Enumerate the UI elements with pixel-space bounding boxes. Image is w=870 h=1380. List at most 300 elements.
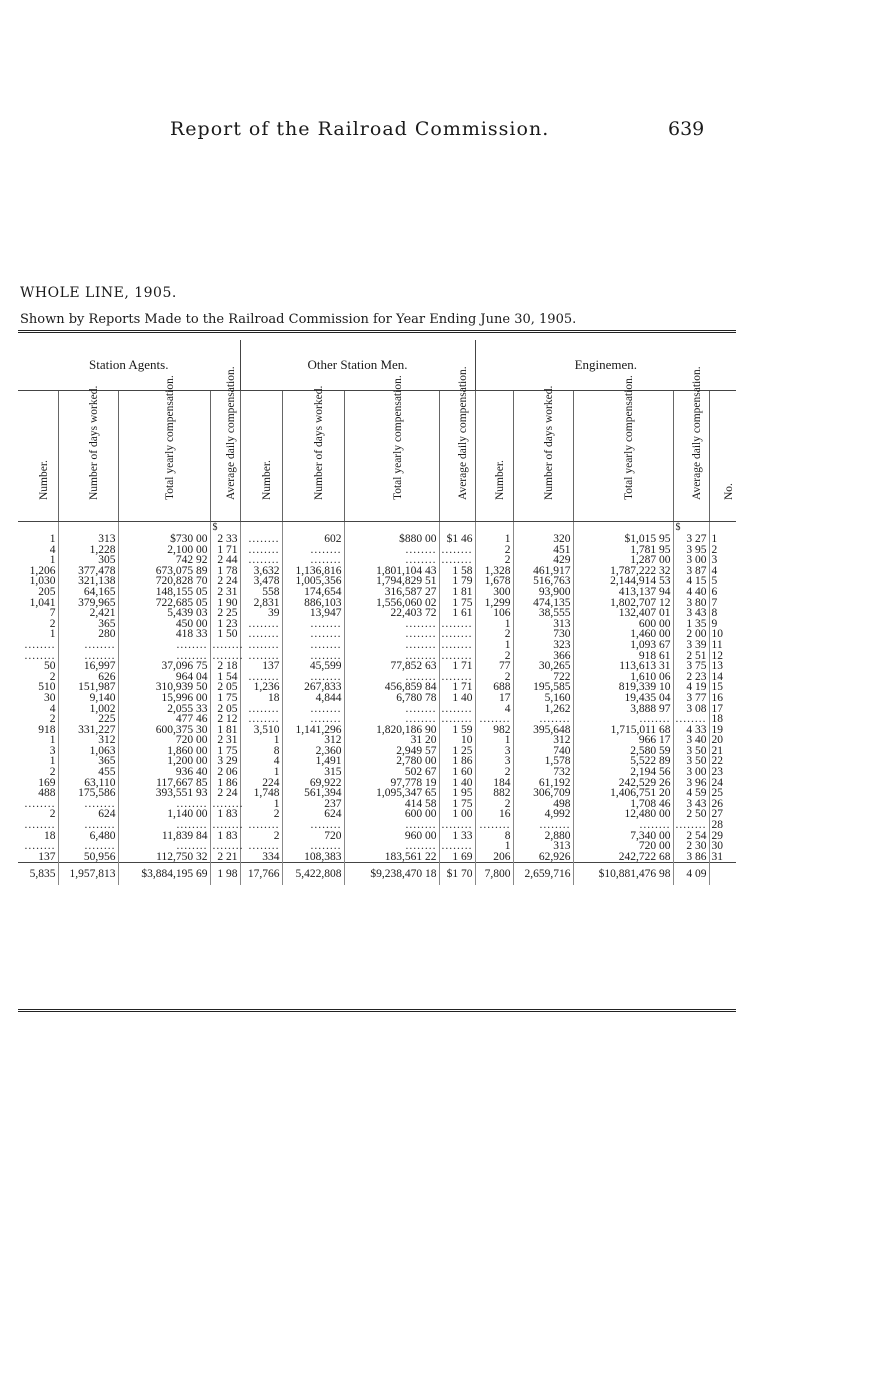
cell-en-number: 1 xyxy=(475,619,513,630)
dots-cell: ........ xyxy=(439,841,475,852)
dots-cell: ........ xyxy=(344,672,439,683)
cell-en-total: 1,802,707 12 xyxy=(573,598,673,609)
cell-os-avg: 1 95 xyxy=(439,788,475,799)
cell-sa-total: 5,439 03 xyxy=(118,608,210,619)
table-row xyxy=(18,661,736,672)
row-number: 17 xyxy=(711,702,724,715)
col-header-no xyxy=(709,391,736,522)
cell-sa-days: 331,227 xyxy=(58,725,118,736)
col-header-en-total xyxy=(573,375,673,522)
dots-cell: ........ xyxy=(58,841,118,852)
cell-en-number: 106 xyxy=(475,608,513,619)
cell-os-avg: 1 60 xyxy=(439,767,475,778)
row-number: 7 xyxy=(711,596,718,609)
cell-sa-days: 312 xyxy=(58,735,118,746)
cell-sa-days: 1,228 xyxy=(58,545,118,556)
cell-os-avg: 1 79 xyxy=(439,576,475,587)
cell-sa-days: 624 xyxy=(58,809,118,820)
cell-sa-total: 720,828 70 xyxy=(118,576,210,587)
cell-sa-number: 7 xyxy=(18,608,58,619)
cell-en-total: 7,340 00 xyxy=(573,831,673,842)
total-os-number: 17,766 xyxy=(240,863,282,886)
page-header xyxy=(0,118,870,148)
table-row xyxy=(18,587,736,598)
cell-en-number: 688 xyxy=(475,682,513,693)
dots-cell: ........ xyxy=(439,820,475,831)
cell-sa-avg: 2 05 xyxy=(210,682,240,693)
cell-sa-number: 1 xyxy=(18,534,58,545)
cell-sa-avg: 1 75 xyxy=(210,746,240,757)
cell-sa-days: 9,140 xyxy=(58,693,118,704)
cell-en-number: 184 xyxy=(475,778,513,789)
row-number: 11 xyxy=(711,638,723,651)
cell-sa-number: 169 xyxy=(18,778,58,789)
cell-os-number: 8 xyxy=(240,746,282,757)
cell-sa-total: 450 00 xyxy=(118,619,210,630)
cell-en-number: 300 xyxy=(475,587,513,598)
cell-os-total: 22,403 72 xyxy=(344,608,439,619)
dots-cell: ........ xyxy=(513,714,573,725)
cell-en-total: 113,613 31 xyxy=(573,661,673,672)
col-header-en-number xyxy=(475,391,513,522)
total-os-avg: $1 70 xyxy=(439,863,475,886)
cell-os-total: 600 00 xyxy=(344,809,439,820)
cell-sa-days: 16,997 xyxy=(58,661,118,672)
cell-os-days: 45,599 xyxy=(282,661,344,672)
dots-cell: ........ xyxy=(344,545,439,556)
cell-os-number: 558 xyxy=(240,587,282,598)
cell-en-number: 3 xyxy=(475,756,513,767)
cell-sa-total: 2,055 33 xyxy=(118,704,210,715)
cell-sa-days: 377,478 xyxy=(58,566,118,577)
cell-en-days: 2,880 xyxy=(513,831,573,842)
row-number: 30 xyxy=(711,840,724,853)
dots-cell: ........ xyxy=(344,651,439,662)
col-header-label: Number. xyxy=(494,460,507,500)
cell-en-number: 2 xyxy=(475,629,513,640)
cell-en-total: $1,015 95 xyxy=(573,534,673,545)
cell-os-total: $880 00 xyxy=(344,534,439,545)
cell-sa-days: 225 xyxy=(58,714,118,725)
cell-sa-days: 305 xyxy=(58,555,118,566)
cell-en-avg: 3 75 xyxy=(673,661,709,672)
cell-os-avg: 10 xyxy=(439,735,475,746)
dots-cell: ........ xyxy=(344,555,439,566)
cell-en-days: 1,262 xyxy=(513,704,573,715)
dots-cell: ........ xyxy=(118,820,210,831)
col-header-sa-avg xyxy=(210,366,240,522)
section-subtitle: Shown by Reports Made to the Railroad Commission for Year Ending June 30, 1905. xyxy=(20,312,577,327)
cell-en-number: 1,328 xyxy=(475,566,513,577)
cell-en-days: 498 xyxy=(513,799,573,810)
total-en-number: 7,800 xyxy=(475,863,513,886)
cell-en-avg: 3 87 xyxy=(673,566,709,577)
cell-os-days: 1,005,356 xyxy=(282,576,344,587)
cell-en-number: 1 xyxy=(475,640,513,651)
cell-sa-avg: 2 06 xyxy=(210,767,240,778)
col-header-os-total xyxy=(344,375,439,522)
table-row xyxy=(18,545,736,556)
cell-en-number: 1 xyxy=(475,841,513,852)
cell-en-total: 1,287 00 xyxy=(573,555,673,566)
cell-sa-number: 2 xyxy=(18,767,58,778)
cell-os-number: 2 xyxy=(240,809,282,820)
dots-cell: ........ xyxy=(282,820,344,831)
cell-os-avg: 1 71 xyxy=(439,661,475,672)
dots-cell: ........ xyxy=(240,651,282,662)
cell-os-total: 456,859 84 xyxy=(344,682,439,693)
dots-cell: ........ xyxy=(118,640,210,651)
cell-en-avg: 3 77 xyxy=(673,693,709,704)
cell-os-total: 414 58 xyxy=(344,799,439,810)
dots-cell: ........ xyxy=(439,714,475,725)
cell-en-total: 3,888 97 xyxy=(573,704,673,715)
cell-os-number: 4 xyxy=(240,756,282,767)
dots-cell: ........ xyxy=(118,651,210,662)
cell-os-number: 3,510 xyxy=(240,725,282,736)
col-header-label: Number of days worked. xyxy=(313,385,326,500)
cell-en-days: 320 xyxy=(513,534,573,545)
cell-os-total: 1,794,829 51 xyxy=(344,576,439,587)
dots-cell: ........ xyxy=(673,714,709,725)
cell-sa-avg: 2 25 xyxy=(210,608,240,619)
dots-cell: ........ xyxy=(18,820,58,831)
table-row xyxy=(18,831,736,842)
dots-cell: ........ xyxy=(573,820,673,831)
cell-sa-avg: 1 78 xyxy=(210,566,240,577)
cell-en-total: 242,529 26 xyxy=(573,778,673,789)
dots-cell: ........ xyxy=(18,651,58,662)
cell-en-total: 132,407 01 xyxy=(573,608,673,619)
cell-en-total: 12,480 00 xyxy=(573,809,673,820)
cell-os-total: 1,095,347 65 xyxy=(344,788,439,799)
cell-en-total: 2,580 59 xyxy=(573,746,673,757)
dots-cell: ........ xyxy=(240,841,282,852)
cell-sa-avg: 2 05 xyxy=(210,704,240,715)
cell-sa-number: 1 xyxy=(18,555,58,566)
cell-en-number: 982 xyxy=(475,725,513,736)
dots-cell: ........ xyxy=(240,672,282,683)
cell-sa-total: 1,200 00 xyxy=(118,756,210,767)
table-row xyxy=(18,640,736,651)
col-header-sa-days xyxy=(58,385,118,522)
dots-cell: ........ xyxy=(513,820,573,831)
cell-en-avg: 1 35 xyxy=(673,619,709,630)
cell-en-total: 966 17 xyxy=(573,735,673,746)
double-rule-top xyxy=(18,330,736,333)
cell-sa-number: 3 xyxy=(18,746,58,757)
cell-os-days: 174,654 xyxy=(282,587,344,598)
cell-sa-days: 63,110 xyxy=(58,778,118,789)
cell-en-avg: 3 39 xyxy=(673,640,709,651)
table-row xyxy=(18,746,736,757)
cell-os-number: 3,632 xyxy=(240,566,282,577)
cell-en-number: 1 xyxy=(475,534,513,545)
cell-os-avg: 1 69 xyxy=(439,852,475,863)
cell-en-days: 62,926 xyxy=(513,852,573,863)
col-header-label: Number of days worked. xyxy=(543,385,556,500)
cell-os-total: 2,949 57 xyxy=(344,746,439,757)
table-row xyxy=(18,629,736,640)
cell-en-days: 93,900 xyxy=(513,587,573,598)
table-row xyxy=(18,704,736,715)
cell-os-number: 1 xyxy=(240,735,282,746)
cell-sa-days: 151,987 xyxy=(58,682,118,693)
dots-cell: ........ xyxy=(673,820,709,831)
cell-os-number: 224 xyxy=(240,778,282,789)
cell-en-days: 461,917 xyxy=(513,566,573,577)
row-number: 5 xyxy=(711,575,718,588)
cell-sa-days: 626 xyxy=(58,672,118,683)
cell-en-avg: 3 00 xyxy=(673,555,709,566)
dollar-sign: $ xyxy=(673,522,709,535)
cell-os-total: 6,780 78 xyxy=(344,693,439,704)
cell-sa-avg: 2 24 xyxy=(210,788,240,799)
group-other-station-men: Other Station Men. xyxy=(240,340,475,391)
cell-en-days: 323 xyxy=(513,640,573,651)
col-header-sa-number xyxy=(18,391,58,522)
table-row xyxy=(18,534,736,545)
dots-cell: ........ xyxy=(282,841,344,852)
cell-en-total: 1,460 00 xyxy=(573,629,673,640)
cell-os-total: 2,780 00 xyxy=(344,756,439,767)
cell-sa-number: 1,041 xyxy=(18,598,58,609)
cell-os-avg: 1 00 xyxy=(439,809,475,820)
dots-cell: ........ xyxy=(240,640,282,651)
cell-en-avg: 3 40 xyxy=(673,735,709,746)
cell-sa-days: 6,480 xyxy=(58,831,118,842)
cell-en-days: 1,578 xyxy=(513,756,573,767)
table-row xyxy=(18,788,736,799)
cell-os-total: 97,778 19 xyxy=(344,778,439,789)
cell-en-avg: 4 40 xyxy=(673,587,709,598)
cell-sa-number: 510 xyxy=(18,682,58,693)
cell-en-avg: 2 30 xyxy=(673,841,709,852)
dots-cell: ........ xyxy=(282,545,344,556)
dots-cell: ........ xyxy=(58,640,118,651)
cell-en-number: 1,678 xyxy=(475,576,513,587)
cell-en-number: 882 xyxy=(475,788,513,799)
cell-os-days: 237 xyxy=(282,799,344,810)
cell-sa-avg: 1 54 xyxy=(210,672,240,683)
cell-sa-days: 280 xyxy=(58,629,118,640)
cell-os-days: 108,383 xyxy=(282,852,344,863)
cell-sa-days: 2,421 xyxy=(58,608,118,619)
table-row xyxy=(18,852,736,863)
row-number: 31 xyxy=(711,850,724,863)
cell-os-number: 1 xyxy=(240,799,282,810)
cell-sa-number: 1 xyxy=(18,735,58,746)
dots-cell: ........ xyxy=(573,714,673,725)
cell-os-days: 886,103 xyxy=(282,598,344,609)
cell-sa-days: 50,956 xyxy=(58,852,118,863)
cell-en-days: 61,192 xyxy=(513,778,573,789)
cell-en-total: 600 00 xyxy=(573,619,673,630)
total-en-total: $10,881,476 98 xyxy=(573,863,673,886)
table-row xyxy=(18,756,736,767)
cell-os-number: 1,236 xyxy=(240,682,282,693)
cell-en-total: 1,708 46 xyxy=(573,799,673,810)
cell-sa-avg: 2 33 xyxy=(210,534,240,545)
col-header-os-days xyxy=(282,385,344,522)
cell-os-avg: 1 75 xyxy=(439,598,475,609)
cell-en-avg: 3 96 xyxy=(673,778,709,789)
col-header-sa-total xyxy=(118,375,210,522)
cell-sa-number: 137 xyxy=(18,852,58,863)
cell-en-number: 2 xyxy=(475,767,513,778)
cell-os-number: 1,748 xyxy=(240,788,282,799)
table-row xyxy=(18,608,736,619)
cell-sa-total: 964 04 xyxy=(118,672,210,683)
dots-cell: ........ xyxy=(344,714,439,725)
cell-en-total: 1,093 67 xyxy=(573,640,673,651)
totals-row xyxy=(18,863,736,886)
cell-sa-number: 1 xyxy=(18,629,58,640)
cell-sa-total: 1,140 00 xyxy=(118,809,210,820)
cell-sa-number: 205 xyxy=(18,587,58,598)
cell-en-days: 195,585 xyxy=(513,682,573,693)
dots-cell: ........ xyxy=(475,820,513,831)
dots-cell: ........ xyxy=(118,799,210,810)
cell-os-avg: 1 86 xyxy=(439,756,475,767)
cell-en-number: 1,299 xyxy=(475,598,513,609)
cell-sa-avg: 2 18 xyxy=(210,661,240,672)
col-header-label: Number of days worked. xyxy=(88,385,100,500)
cell-sa-avg: 2 44 xyxy=(210,555,240,566)
cell-os-days: 1,141,296 xyxy=(282,725,344,736)
double-rule-bottom xyxy=(18,1009,736,1012)
cell-os-avg: 1 75 xyxy=(439,799,475,810)
cell-sa-total: 477 46 xyxy=(118,714,210,725)
cell-os-total: 316,587 27 xyxy=(344,587,439,598)
cell-os-days: 4,844 xyxy=(282,693,344,704)
table-row xyxy=(18,735,736,746)
cell-sa-total: 673,075 89 xyxy=(118,566,210,577)
dots-cell: ........ xyxy=(210,640,240,651)
cell-os-days: 69,922 xyxy=(282,778,344,789)
row-number: 18 xyxy=(711,713,724,726)
cell-sa-days: 313 xyxy=(58,534,118,545)
cell-en-number: 1 xyxy=(475,735,513,746)
dots-cell: ........ xyxy=(282,619,344,630)
cell-sa-avg: 1 81 xyxy=(210,725,240,736)
cell-en-days: 429 xyxy=(513,555,573,566)
cell-en-days: 732 xyxy=(513,767,573,778)
group-station-agents: Station Agents. xyxy=(18,340,240,391)
row-number: 14 xyxy=(711,670,724,683)
cell-sa-days: 365 xyxy=(58,619,118,630)
empty-cell xyxy=(709,863,736,886)
cell-sa-total: 742 92 xyxy=(118,555,210,566)
cell-en-days: 730 xyxy=(513,629,573,640)
dots-cell: ........ xyxy=(282,672,344,683)
dots-cell: ........ xyxy=(439,672,475,683)
cell-en-avg: 2 00 xyxy=(673,629,709,640)
table-row xyxy=(18,619,736,630)
cell-en-number: 2 xyxy=(475,545,513,556)
cell-sa-total: 11,839 84 xyxy=(118,831,210,842)
cell-sa-number: 50 xyxy=(18,661,58,672)
row-number: 24 xyxy=(711,776,724,789)
cell-sa-avg: 1 83 xyxy=(210,831,240,842)
col-header-label: Number. xyxy=(261,460,274,500)
cell-sa-days: 455 xyxy=(58,767,118,778)
cell-sa-total: 117,667 85 xyxy=(118,778,210,789)
cell-os-avg: 1 33 xyxy=(439,831,475,842)
cell-os-total: 77,852 63 xyxy=(344,661,439,672)
cell-sa-avg: 2 21 xyxy=(210,852,240,863)
cell-en-avg: 3 43 xyxy=(673,799,709,810)
cell-sa-avg: 1 90 xyxy=(210,598,240,609)
dots-cell: ........ xyxy=(344,704,439,715)
total-en-days: 2,659,716 xyxy=(513,863,573,886)
cell-sa-total: 15,996 00 xyxy=(118,693,210,704)
cell-sa-avg: 2 12 xyxy=(210,714,240,725)
cell-os-number: 18 xyxy=(240,693,282,704)
dots-cell: ........ xyxy=(240,545,282,556)
cell-en-number: 4 xyxy=(475,704,513,715)
cell-en-total: 1,610 06 xyxy=(573,672,673,683)
cell-os-avg: 1 71 xyxy=(439,682,475,693)
cell-en-days: 5,160 xyxy=(513,693,573,704)
dots-cell: ........ xyxy=(240,820,282,831)
dots-cell: ........ xyxy=(475,714,513,725)
cell-sa-total: 1,860 00 xyxy=(118,746,210,757)
cell-en-days: 30,265 xyxy=(513,661,573,672)
cell-en-days: 38,555 xyxy=(513,608,573,619)
table-row xyxy=(18,809,736,820)
col-header-os-number xyxy=(240,391,282,522)
total-en-avg: 4 09 xyxy=(673,863,709,886)
cell-sa-days: 379,965 xyxy=(58,598,118,609)
cell-sa-days: 1,002 xyxy=(58,704,118,715)
cell-os-avg: 1 59 xyxy=(439,725,475,736)
cell-en-days: 395,648 xyxy=(513,725,573,736)
row-number: 13 xyxy=(711,660,724,673)
cell-en-avg: 3 00 xyxy=(673,767,709,778)
cell-sa-number: 18 xyxy=(18,831,58,842)
section-title: WHOLE LINE, 1905. xyxy=(20,285,177,301)
cell-en-days: 313 xyxy=(513,619,573,630)
cell-os-days: 312 xyxy=(282,735,344,746)
dots-cell: ........ xyxy=(282,555,344,566)
row-number: 12 xyxy=(711,649,724,662)
row-number: 28 xyxy=(711,819,724,832)
dollar-sign: $ xyxy=(210,522,240,535)
row-number: 10 xyxy=(711,628,724,641)
cell-en-avg: 2 51 xyxy=(673,651,709,662)
cell-sa-days: 365 xyxy=(58,756,118,767)
cell-sa-total: 720 00 xyxy=(118,735,210,746)
cell-en-days: 451 xyxy=(513,545,573,556)
dots-cell: ........ xyxy=(439,555,475,566)
cell-en-total: 2,194 56 xyxy=(573,767,673,778)
cell-os-number: 1 xyxy=(240,767,282,778)
cell-sa-avg: 1 83 xyxy=(210,809,240,820)
dots-cell: ........ xyxy=(240,534,282,545)
cell-en-avg: 4 15 xyxy=(673,576,709,587)
total-sa-total: $3,884,195 69 xyxy=(118,863,210,886)
cell-en-days: 313 xyxy=(513,841,573,852)
row-number: 26 xyxy=(711,797,724,810)
cell-sa-avg: 1 50 xyxy=(210,629,240,640)
cell-en-avg: 3 43 xyxy=(673,608,709,619)
table-row xyxy=(18,725,736,736)
cell-en-total: 413,137 94 xyxy=(573,587,673,598)
cell-en-number: 2 xyxy=(475,672,513,683)
cell-en-total: 5,522 89 xyxy=(573,756,673,767)
cell-en-avg: 3 27 xyxy=(673,534,709,545)
